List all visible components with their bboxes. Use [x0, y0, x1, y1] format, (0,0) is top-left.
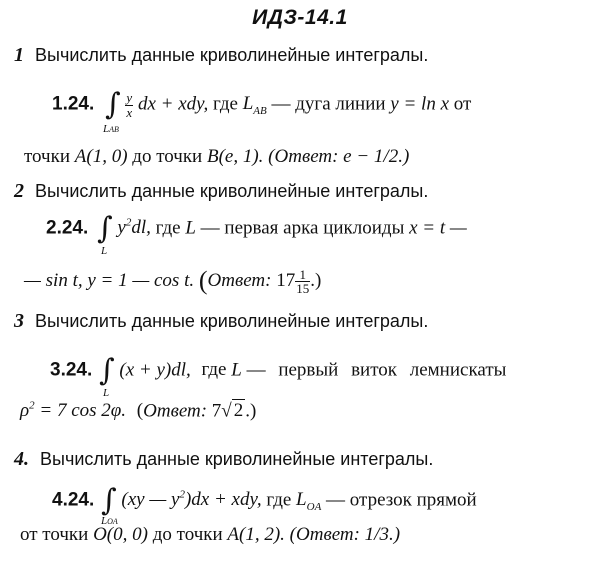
answer-value: 7: [211, 400, 222, 422]
answer: (Ответ: e − 1/2.): [268, 146, 410, 167]
section-3-heading: [14, 310, 428, 333]
integrand: dx + xdy,: [137, 93, 209, 115]
text: — первый виток лемнискаты: [246, 359, 507, 381]
curve-symbol: L: [185, 217, 196, 239]
section-number: 3: [14, 310, 24, 332]
point-a: A(1, 2).: [227, 524, 285, 545]
text: где: [201, 359, 227, 381]
answer-fraction: $\frac{1}{15}$: [296, 266, 310, 297]
curve-symbol: L: [231, 359, 242, 381]
section-number: 1: [14, 44, 24, 66]
section-number: 2: [14, 180, 24, 202]
problem-2-line-1: [46, 211, 467, 257]
problem-4-line-1: [52, 483, 477, 527]
answer-value: 17: [276, 270, 296, 291]
sqrt-symbol: √: [221, 400, 232, 422]
problem-number: 3.24.: [50, 359, 93, 381]
answer-label: Ответ:: [207, 270, 272, 291]
curve-equation: y = ln x: [390, 93, 450, 115]
answer-label: Ответ:: [143, 400, 208, 422]
answer-sqrt: 2: [233, 400, 244, 422]
text: до точки: [152, 524, 223, 545]
problem-number: 1.24.: [52, 93, 95, 115]
problem-3-line-2: $\rho^2 = 7$ cos 2φ. (Ответ: 7√ 2 .): [20, 400, 257, 422]
integral-sign: ∫ LOA: [101, 483, 118, 527]
text: — отрезок прямой: [326, 489, 477, 511]
text: от: [453, 93, 472, 115]
problem-4-line-2: [20, 524, 400, 546]
section-heading-text: Вычислить данные криволинейные интегралы.: [35, 181, 429, 201]
section-2-heading: [14, 180, 428, 203]
integral-sign: ∫ L: [97, 211, 113, 257]
fraction-y-over-x: $\frac{y}{x}$: [126, 89, 133, 120]
answer-end: .): [310, 270, 322, 291]
answer-end: .): [245, 400, 257, 422]
section-1-heading: [14, 44, 428, 67]
page-title: ИДЗ-14.1: [252, 6, 348, 29]
problem-number: 2.24.: [46, 217, 89, 239]
point-o: O(0, 0): [93, 524, 148, 545]
text: — первая арка циклоиды: [200, 217, 405, 239]
integrand: (x + y)dl,: [119, 359, 191, 381]
curve-symbol: $L_{OA}$: [296, 489, 322, 514]
integrand: $y^2dl$,: [117, 217, 151, 239]
section-number: 4.: [14, 448, 29, 470]
point-a: A(1, 0): [74, 146, 128, 167]
text: до точки: [132, 146, 203, 167]
problem-2-line-2: — sin t, y = 1 — cos t. (Ответ: 17 $\frac{1}{15}$ .): [24, 266, 322, 297]
section-4-heading: [14, 448, 433, 471]
text: где: [213, 93, 238, 115]
problem-3-line-1: [50, 353, 507, 399]
integral-sign: ∫ LAB: [103, 87, 121, 135]
integral-sign: ∫ L: [99, 353, 115, 399]
problem-1-line-1: [52, 87, 472, 135]
problem-number: 4.24.: [52, 489, 95, 511]
answer: (Ответ: 1/3.): [289, 524, 401, 545]
section-heading-text: Вычислить данные криволинейные интегралы.: [40, 449, 434, 469]
integrand: (xy — $y^2)dx$ + xdy,: [121, 489, 262, 511]
equation: — sin t, y = 1 — cos t.: [24, 270, 195, 291]
text: — дуга линии: [271, 93, 386, 115]
point-b: B(e, 1).: [206, 146, 264, 167]
text: где: [155, 217, 181, 239]
text: от точки: [20, 524, 89, 545]
problem-1-line-2: [24, 146, 409, 168]
text: точки: [24, 146, 71, 167]
section-heading-text: Вычислить данные криволинейные интегралы.: [35, 45, 429, 65]
section-heading-text: Вычислить данные криволинейные интегралы.: [35, 311, 429, 331]
equation: x = t —: [409, 217, 467, 239]
equation: $\rho^2 = 7$ cos 2φ.: [20, 400, 127, 422]
curve-symbol: $L_{AB}$: [242, 93, 267, 118]
text: где: [266, 489, 292, 511]
